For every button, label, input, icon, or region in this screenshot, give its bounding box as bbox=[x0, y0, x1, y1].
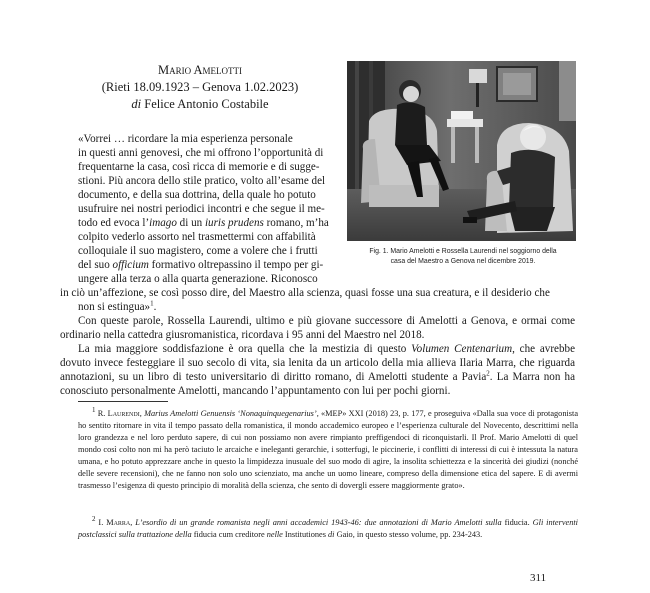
text-run: , che avrebbe dovuto invece festeggiare il suo secolo di vita, sia lenita da un articolo della mia allieva Ilaria Marra, che riguarda annotazioni, su un libro di testo universitario di diritto romano, di Amelotti studente a Pavia bbox=[60, 343, 575, 383]
quote-line: colloquiale il suo magistero, come a volere che i frutti bbox=[78, 245, 318, 257]
text-run: , bbox=[130, 518, 136, 527]
text-run: di un bbox=[176, 217, 205, 229]
quote-line: frequentarne la casa, così ricca di memorie e di sugge- bbox=[78, 161, 320, 173]
text-run: , bbox=[139, 409, 145, 418]
text-run: formativo oltrepassino il tempo per gi- bbox=[148, 259, 324, 271]
page-number: 311 bbox=[530, 572, 547, 584]
italic-word: nelle bbox=[266, 530, 283, 539]
text-run: . bbox=[153, 301, 157, 313]
footnote-1 bbox=[78, 408, 578, 492]
quote-line: in questi anni genovesi, che mi offrono l’opportunità di bbox=[78, 147, 324, 159]
text-run: R. bbox=[95, 409, 108, 418]
caption-line-1: Fig. 1. Mario Amelotti e Rossella Laurendi nel soggiorno della bbox=[369, 248, 557, 255]
italic-term: officium bbox=[112, 259, 149, 271]
text-run: . La Marra non ha conosciuto personalmente Amelotti, mancando l’appuntamento con lui per pochi giorni. bbox=[60, 371, 575, 397]
italic-title: Volumen Centenarium bbox=[411, 343, 513, 355]
quote-line: documento, e della sua dottrina, della quale ho potuto bbox=[78, 189, 316, 201]
italic-term: imago bbox=[149, 217, 177, 229]
footnote-number: 2 bbox=[92, 515, 96, 524]
text-run: I. bbox=[95, 518, 107, 527]
quote-line bbox=[78, 216, 329, 230]
author-name: Mario Amelotti bbox=[157, 63, 243, 77]
quote-line: colpito vederlo assorto nel trasmettermi con affabilità bbox=[78, 231, 316, 243]
obituary-name bbox=[70, 62, 330, 79]
text-run: romano, m’ha bbox=[263, 217, 329, 229]
text-run: Gaio bbox=[334, 530, 353, 539]
text-run: , «MEP» XXI (2018) 23, p. 177, e proseguiva «Dalla sua voce di protagonista ho sentito ritornare in vita il tempo passato della romanistica, il mondo accademico europeo e l’esperienza culturale del Novecento, descrittimi nella loro grandezza e nel loro perduto sapere, di cui non possiamo non avere rimpianto preffigendoci di riconquistarli. Il Prof. Mario Amelotti di quel mondo così colto non mi ha però taciuto le arcaiche e ineleganti gerarchie, i sotterfugi, le piccinerie, i conflitti di interessi di cui è intessuta la natura umana, e ho potuto apprezzare anche in questo la limpidezza inusuale del suo modo di agire, la insolita schiettezza e la sincerità dei giudizi (nonché delle severe recensioni), che ne fanno non solo uno scienziato, ma anche un uomo lineare, compreso della dimensione etica del sapere. E di avermi trasmesso l’esigenza di questo principio di moralità della scienza, che sento di dovergli essere maggiormente grato». bbox=[78, 409, 578, 490]
quote-line: in ciò un’affezione, se così posso dire, del Maestro alla scienza, quasi fosse una sua creatura, e il desiderio che bbox=[60, 287, 550, 299]
text-run: fiducia bbox=[501, 518, 528, 527]
paragraph-2: Con queste parole, Rossella Laurendi, ultimo e più giovane successore di Amelotti a Genova, e ormai come ordinario nella cattedra giusromanistica, ricordava i 95 anni del Maestro nel 2018. bbox=[60, 315, 575, 341]
footnote-2 bbox=[78, 517, 578, 541]
byline bbox=[70, 96, 330, 113]
text-run: , in questo stesso volume, pp. 234-243. bbox=[352, 530, 483, 539]
author-smallcaps: Laurendi bbox=[107, 409, 140, 418]
text-run: . bbox=[527, 518, 533, 527]
byline-di: di bbox=[131, 97, 142, 111]
text-run: Institutiones bbox=[282, 530, 329, 539]
quote-line: stioni. Più ancora dello stile pratico, volto all’esame del bbox=[78, 175, 326, 187]
footnote-number: 1 bbox=[92, 406, 96, 415]
byline-author: Felice Antonio Costabile bbox=[144, 97, 269, 111]
italic-title: Gli interventi postclassici sulla trattazione della bbox=[78, 518, 578, 539]
italic-title: L’esordio di un grande romanista negli anni accademici 1943-46: due annotazioni di Mario Amelotti sulla bbox=[135, 518, 502, 527]
quote-line bbox=[78, 258, 323, 272]
obituary-dates: (Rieti 18.09.1923 – Genova 1.02.2023) bbox=[101, 80, 299, 94]
quote-line: ungere alla terza o alla quarta generazione. Riconosco bbox=[78, 273, 318, 285]
paragraph-3 bbox=[60, 342, 575, 398]
photo-amelotti-laurendi bbox=[347, 61, 576, 241]
caption-line-2: casa del Maestro a Genova nel dicembre 2019. bbox=[390, 258, 536, 265]
text-run: del suo bbox=[78, 259, 113, 271]
footnote-ref-2: 2 bbox=[486, 369, 490, 378]
text-run: fiducia cum creditore bbox=[191, 530, 267, 539]
italic-word: di bbox=[328, 530, 335, 539]
text-run: non si estingua» bbox=[78, 301, 151, 313]
quote-line: «Vorrei … ricordare la mia esperienza personale bbox=[78, 133, 293, 145]
figure-caption bbox=[352, 247, 574, 267]
footnote-rule bbox=[78, 401, 168, 402]
author-smallcaps: Marra bbox=[106, 518, 131, 527]
quote-line bbox=[78, 300, 156, 314]
text-run: todo ed evoca l’ bbox=[78, 217, 150, 229]
quote-line: usufruire nei nostri periodici incontri e che segue il me- bbox=[78, 203, 325, 215]
footnote-ref-1: 1 bbox=[150, 299, 154, 308]
italic-term: iuris prudens bbox=[204, 217, 264, 229]
italic-title: Marius Amelotti Genuensis ‘Nonaquinquegenarius’ bbox=[144, 409, 317, 418]
text-run: La mia maggiore soddisfazione è ora quella che la mestizia di questo bbox=[78, 343, 412, 355]
